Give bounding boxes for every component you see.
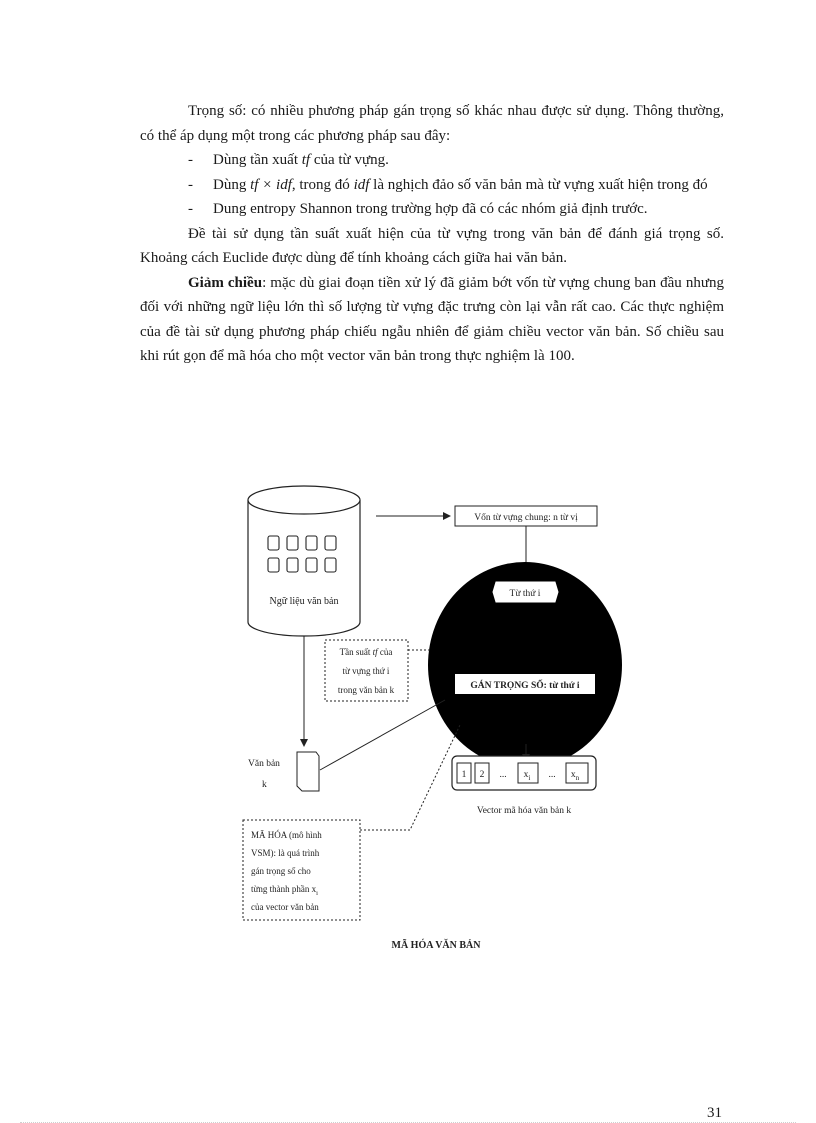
bullet-dash: - xyxy=(188,176,193,193)
word-i-label: Từ thứ i xyxy=(509,589,541,599)
list-item: - Dùng tần xuất tf của từ vựng. xyxy=(140,148,724,173)
document-label-k: k xyxy=(262,780,267,790)
svg-text:gán trọng số cho: gán trọng số cho xyxy=(251,866,311,876)
vector-cell-label: 2 xyxy=(479,770,485,780)
svg-text:VSM): là quá trình: VSM): là quá trình xyxy=(251,848,320,858)
paragraph-frequency: Đề tài sử dụng tần suất xuất hiện của từ vựng trong văn bản để đánh giá trọng số. Khoảng cách Euclide được dùng để tính khoảng cách giữa hai văn bản. xyxy=(140,225,724,266)
vector-cells xyxy=(457,763,588,783)
frequency-line-3: trong văn bản k xyxy=(337,685,395,695)
vector-ellipsis: ... xyxy=(499,770,507,780)
svg-text:MÃ HÓA (mô hình: MÃ HÓA (mô hình xyxy=(251,830,322,840)
weight-assignment-label: GÁN TRỌNG SỐ: từ thứ i xyxy=(470,681,580,691)
corpus-cylinder xyxy=(248,486,360,636)
vector-cell-label: 1 xyxy=(461,770,467,780)
list-item: - Dùng tf × idf, trong đó idf là nghịch đảo số văn bản mà từ vựng xuất hiện trong đó xyxy=(140,173,724,198)
frequency-line-1: Tần suất tf của xyxy=(339,647,393,657)
document-icon xyxy=(297,752,319,791)
vocabulary-label: Vốn từ vựng chung: n từ vị xyxy=(474,513,578,523)
weights-lead: Trọng số: xyxy=(188,103,247,119)
document-to-circle-line xyxy=(320,700,445,770)
vector-cell-label: $x_n$ xyxy=(570,770,580,782)
frequency-line-2: từ vựng thứ i xyxy=(342,666,390,676)
corpus-label: Ngữ liệu văn bản xyxy=(269,596,339,607)
vector-ellipsis: ... xyxy=(548,770,556,780)
page-number: 31 xyxy=(707,1105,722,1121)
vector-cell-label: $x_i$ xyxy=(523,770,531,782)
word-i-box xyxy=(493,582,558,602)
bullet-dash: - xyxy=(188,201,193,217)
diagram-title: MÃ HÓA VĂN BẢN xyxy=(391,940,481,951)
encoding-connector xyxy=(360,725,460,830)
svg-text:từng thành phần xi: từng thành phần $x_i$ xyxy=(251,884,318,897)
document-label: Văn bản xyxy=(248,759,280,769)
weights-rest: có nhiều phương pháp gán trọng số khác nhau được sử dụng. Thông thường, có thể áp dụng một trong các phương pháp sau đây: xyxy=(140,103,724,144)
paragraph-dimension-reduction: Giảm chiều: mặc dù giai đoạn tiền xử lý đã giảm bớt vốn từ vựng chung ban đầu nhưng đối với những ngữ liệu lớn thì số lượng từ vựng đặc trưng còn lại vẫn rất cao. Các thực nghiệm của đề tài sử dụng phương pháp chiếu ngẫu nhiên để giảm chiều vector văn bản. Số chiều sau khi rút gọn để mã hóa cho một vector văn bản trong thực nghiệm là 100. xyxy=(140,274,724,364)
vector-caption: Vector mã hóa văn bản k xyxy=(476,806,572,816)
formula: tf × idf xyxy=(250,176,292,193)
svg-text:của vector văn bản: của vector văn bản xyxy=(251,902,319,912)
bullet-dash: - xyxy=(188,152,193,168)
dimension-lead: Giảm chiều xyxy=(188,274,263,291)
list-item: - Dung entropy Shannon trong trường hợp đã có các nhóm giả định trước. xyxy=(140,197,724,222)
